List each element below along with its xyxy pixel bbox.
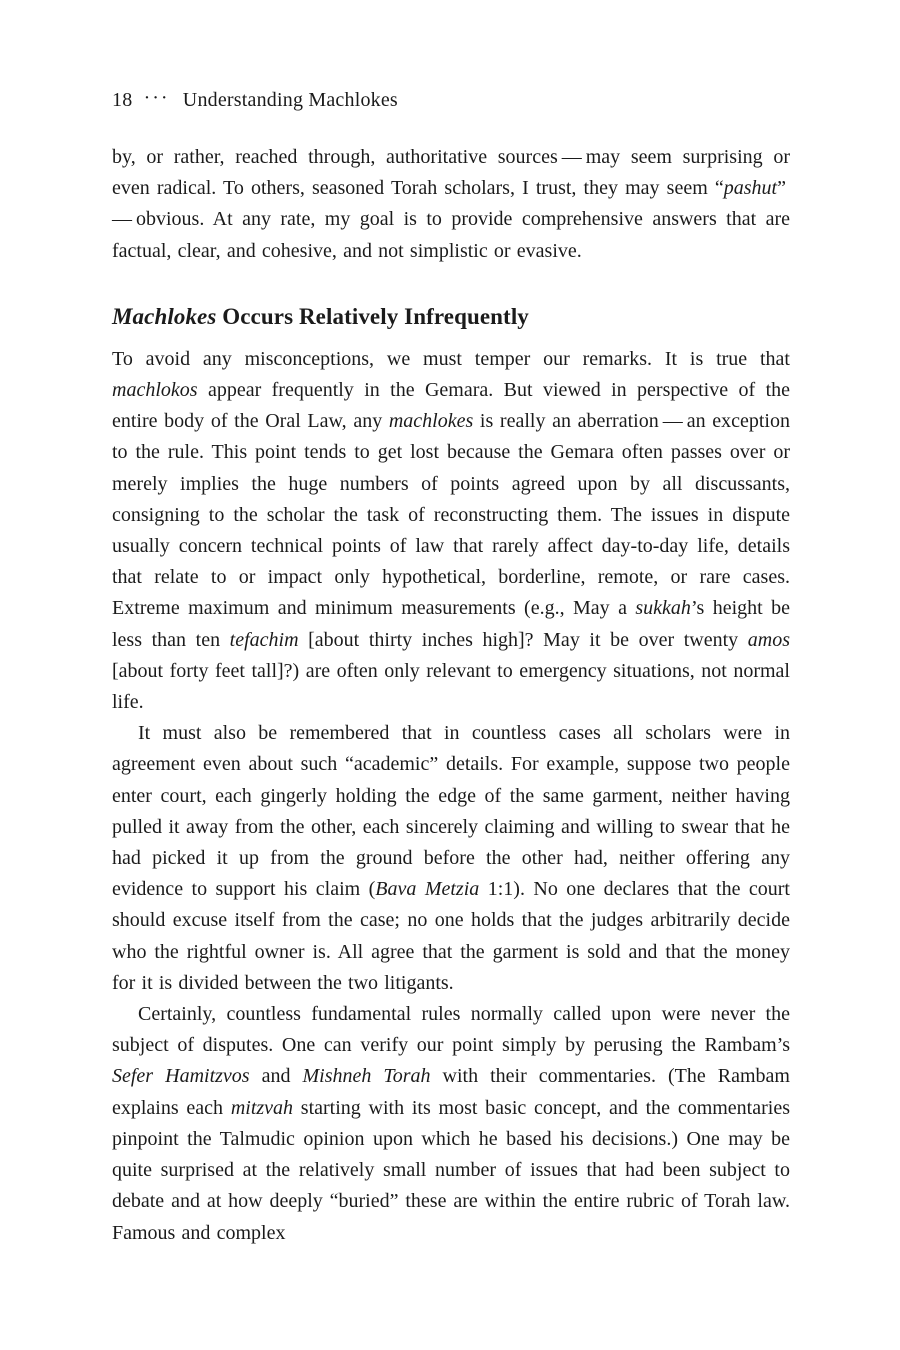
text-segment: It must also be remembered that in countless cases all scholars were in agreement even about such “academic” details. For example, suppose two people enter court, each gingerly holding the edge of the same garment, neither having pulled it away from the other, each sincerely claiming and willing to swear that he had picked it up from the ground before the other had, neither offering any evidence to support his claim (	[112, 722, 790, 901]
text-segment-italic: sukkah	[635, 597, 691, 620]
text-segment: Certainly, countless fundamental rules normally called upon were never the subject of disputes. One can verify our point simply by perusing the Rambam’s	[112, 1003, 790, 1057]
text-segment: with their commentaries. (The Rambam explains each	[112, 1065, 790, 1119]
text-segment: ” — obvious. At any rate, my goal is to provide comprehensive answers that are factual, clear, and cohesive, and not simplistic or evasive.	[112, 177, 790, 262]
text-segment-italic: pashut	[723, 177, 778, 200]
text-segment: and	[249, 1065, 303, 1088]
page-number: 18	[112, 89, 133, 111]
running-header	[112, 88, 790, 112]
text-segment-italic: machlokos	[112, 379, 198, 402]
text-segment: appear frequently in the Gemara. But viewed in perspective of the entire body of the Oral Law, any	[112, 379, 790, 433]
text-segment-italic: amos	[747, 628, 791, 651]
text-segment-italic: tefachim	[229, 628, 299, 651]
header-separator-dots: ···	[143, 87, 170, 109]
section-heading	[112, 303, 790, 331]
text-segment: starting with its most basic concept, and the commentaries pinpoint the Talmudic opinion upon which he based his decisions.) One may be quite surprised at the relatively small number of issues that had been subject to debate and at how deeply “buried” these are within the entire rubric of Torah law. Famous and complex	[112, 1096, 790, 1244]
text-segment-italic: Mishneh Torah	[302, 1065, 431, 1088]
text-segment-bold: Occurs Relatively Infrequently	[216, 303, 529, 329]
text-segment-italic: machlokes	[388, 410, 474, 433]
opening-paragraph	[112, 142, 790, 267]
text-segment: To avoid any misconceptions, we must temper our remarks. It is true that	[112, 347, 790, 370]
text-segment: [about forty feet tall]?) are often only relevant to emergency situations, not normal life.	[112, 659, 790, 714]
text-segment-italic: Bava Metzia	[375, 878, 480, 901]
text-segment: is really an aberration — an exception to the rule. This point tends to get lost because the Gemara often passes over or merely implies the huge numbers of points agreed upon by all discussants, consigning to the scholar the task of reconstructing them. The issues in dispute usually concern technical points of law that rarely affect day-to-day life, details that relate to or impact only hypothetical, borderline, remote, or rare cases. Extreme maximum and minimum measurements (e.g., May a	[112, 410, 790, 620]
text-segment-italic: Sefer Hamitzvos	[112, 1065, 250, 1088]
running-header-title: Understanding Machlokes	[182, 89, 398, 111]
section-paragraph-2	[112, 718, 790, 999]
text-segment-italic: mitzvah	[230, 1096, 294, 1119]
text-segment: by, or rather, reached through, authoritative sources — may seem surprising or even radical. To others, seasoned Torah scholars, I trust, they may seem “	[112, 146, 790, 200]
section-paragraph-1	[112, 344, 790, 718]
section-paragraph-3	[112, 999, 790, 1249]
text-segment: 1:1). No one declares that the court should excuse itself from the case; no one holds that the judges arbitrarily decide who the rightful owner is. All agree that the garment is sold and that the money for it is divided between the two litigants.	[112, 878, 790, 994]
text-segment: [about thirty inches high]? May it be over twenty	[298, 628, 748, 651]
text-segment-bold-italic: Machlokes	[112, 303, 217, 329]
text-segment: ’s height be less than ten	[112, 597, 790, 651]
